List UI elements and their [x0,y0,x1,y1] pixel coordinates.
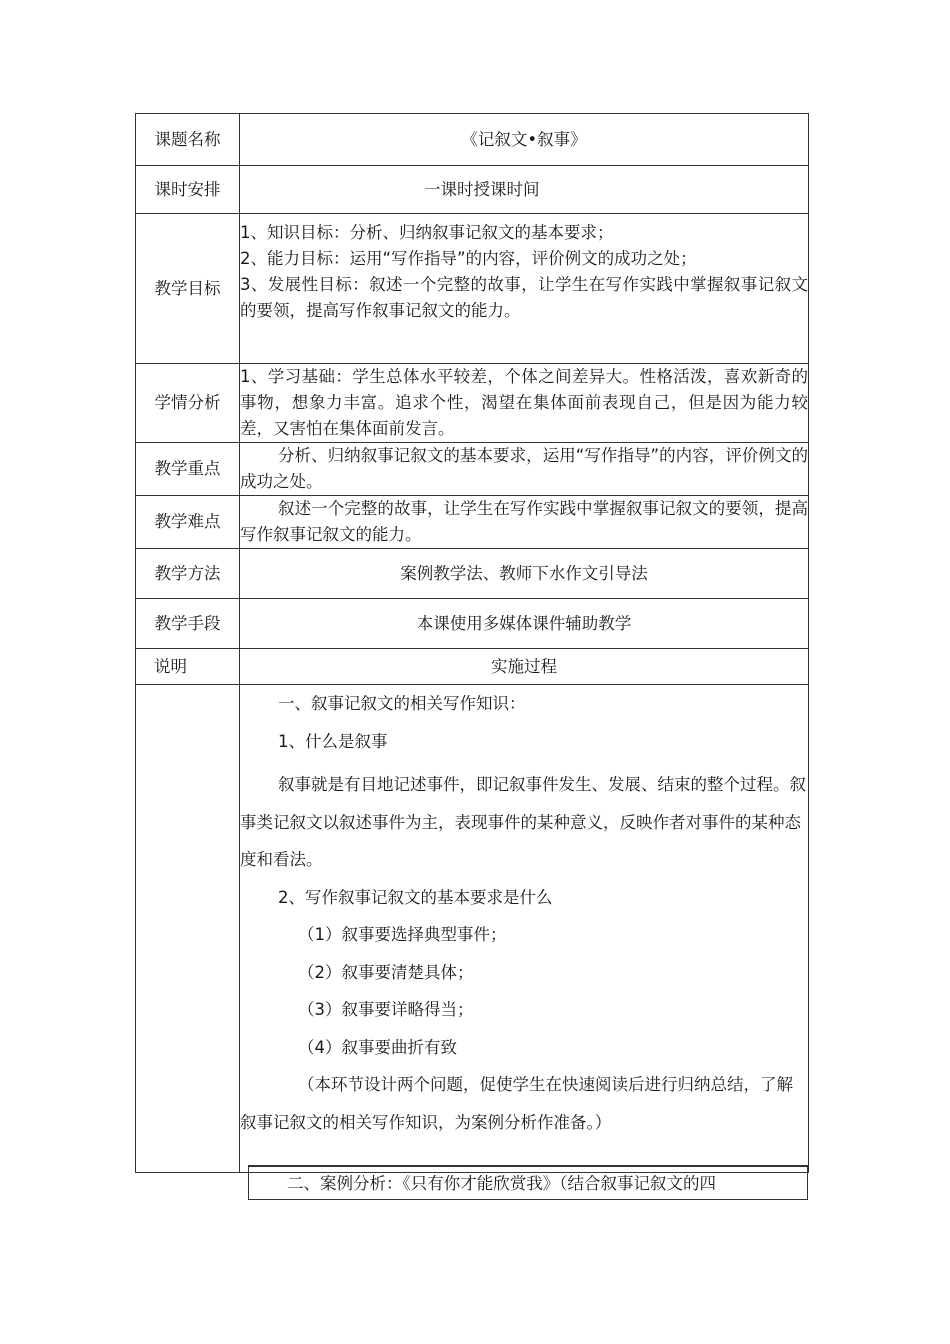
process-header: 实施过程 [240,649,809,685]
label-difficulty: 教学难点 [136,496,240,549]
requirement-4: （4）叙事要曲折有致 [298,1037,457,1057]
label-keypoint: 教学重点 [136,443,240,496]
label-note: 说明 [136,649,240,685]
means-value: 本课使用多媒体课件辅助教学 [240,599,809,649]
method-value: 案例教学法、教师下水作文引导法 [240,549,809,599]
label-method: 教学方法 [136,549,240,599]
period-value: 一课时授课时间 [240,166,809,214]
row-means [136,599,809,649]
question-2: 2、写作叙事记叙文的基本要求是什么 [278,887,553,907]
note-cell [136,685,240,1173]
row-method [136,549,809,599]
difficulty-value: 叙述一个完整的故事，让学生在写作实践中掌握叙事记叙文的要领，提高写作叙事记叙文的能力。 [240,496,809,549]
question-1: 1、什么是叙事 [278,731,388,751]
section-heading: 一、叙事记叙文的相关写作知识： [278,694,526,713]
row-objectives [136,214,809,364]
row-difficulty [136,496,809,549]
row-analysis [136,364,809,443]
keypoint-value: 分析、归纳叙事记叙文的基本要求，运用“写作指导”的内容，评价例文的成功之处。 [240,443,809,496]
objectives-cell [240,214,809,364]
design-note: （本环节设计两个问题，促使学生在快速阅读后进行归纳总结，了解叙事记叙文的相关写作知识，为案例分析作准备。） [240,1075,793,1132]
row-keypoint [136,443,809,496]
row-header [136,649,809,685]
label-analysis: 学情分析 [136,364,240,443]
definition-paragraph: 叙事就是有目地记述事件，即记叙事件发生、发展、结束的整个过程。叙事类记叙文以叙述事件为主，表现事件的某种意义，反映作者对事件的某种态度和看法。 [240,775,806,869]
objective-ability: 2、能力目标：运用“写作指导”的内容，评价例文的成功之处； [240,249,697,268]
requirement-1: （1）叙事要选择典型事件； [298,925,507,944]
case-analysis-continuation: 二、案例分析：《只有你才能欣赏我》（结合叙事记叙文的四 [248,1165,808,1200]
label-means: 教学手段 [136,599,240,649]
label-objectives: 教学目标 [136,214,240,364]
row-process [136,685,809,1173]
requirement-3: （3）叙事要详略得当； [298,1000,474,1019]
label-topic: 课题名称 [136,114,240,166]
requirement-2: （2）叙事要清楚具体； [298,962,474,982]
lesson-plan-table [135,113,809,1173]
objective-knowledge: 1、知识目标：分析、归纳叙事记叙文的基本要求； [240,223,614,242]
objective-development: 3、发展性目标：叙述一个完整的故事，让学生在写作实践中掌握叙事记叙文的要领，提高写作叙事记叙文的能力。 [240,275,808,320]
lesson-title: 《记叙文•叙事》 [240,114,809,166]
analysis-value: 1、学习基础：学生总体水平较差，个体之间差异大。性格活泼，喜欢新奇的事物，想象力丰富。追求个性，渴望在集体面前表现自己，但是因为能力较差，又害怕在集体面前发言。 [240,364,809,443]
row-topic [136,114,809,166]
process-cell [240,685,809,1173]
row-period [136,166,809,214]
label-period: 课时安排 [136,166,240,214]
